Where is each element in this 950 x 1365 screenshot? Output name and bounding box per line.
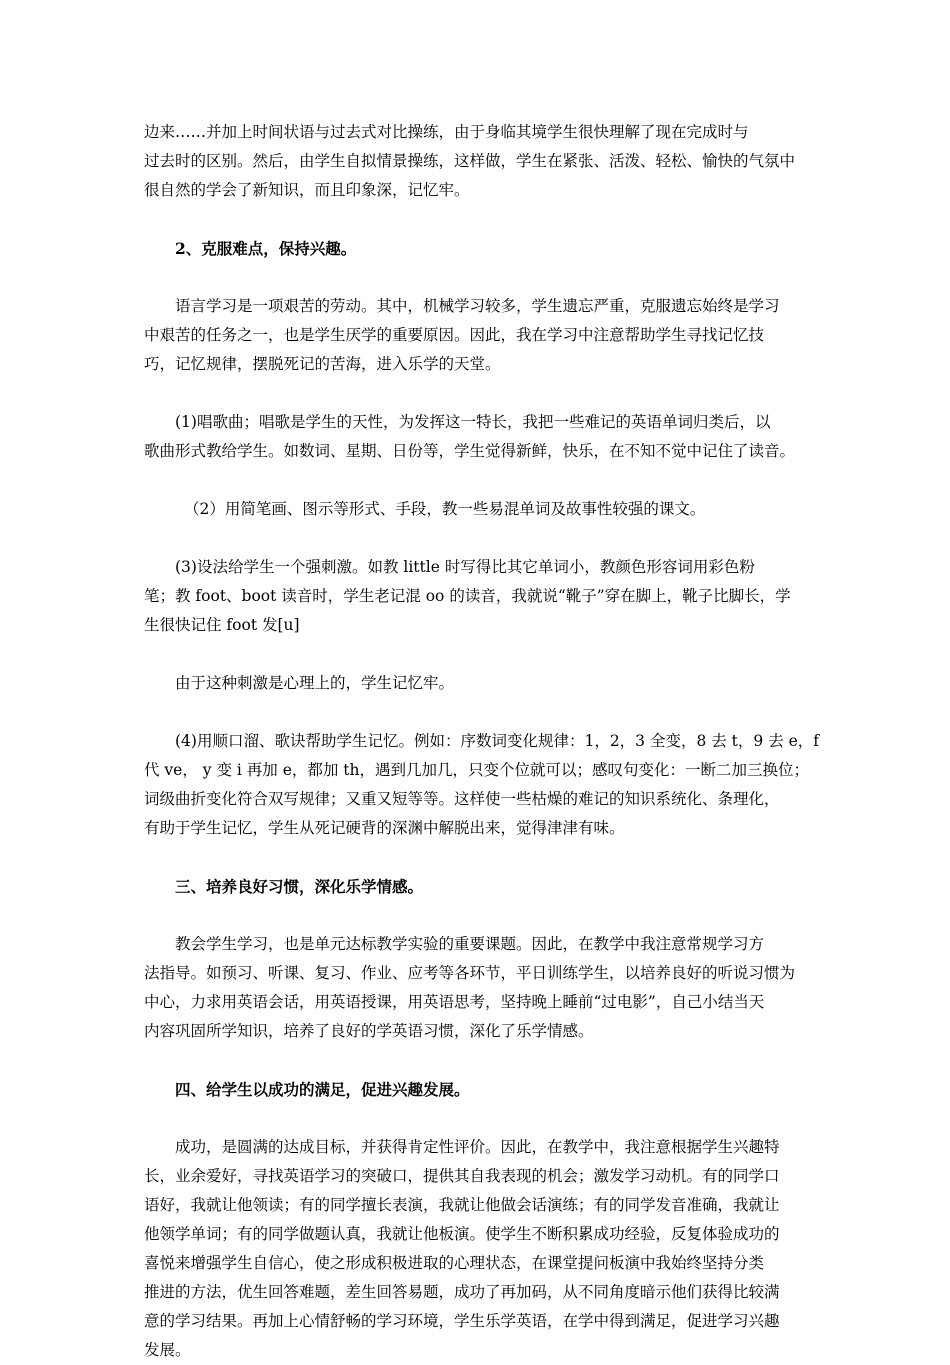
text-line: 喜悦来增强学生自信心，使之形成积极进取的心理状态，在课堂提问板演中我始终坚持分类 [144, 1254, 765, 1272]
text-line: (1)唱歌曲；唱歌是学生的天性，为发挥这一特长，我把一些难记的英语单词归类后，以 [175, 413, 771, 431]
text-line: (3)设法给学生一个强刺激。如教 little 时写得比其它单词小，教颜色形容词用彩色粉 [175, 558, 755, 576]
text-line: 法指导。如预习、听课、复习、作业、应考等各环节，平日训练学生，以培养良好的听说习惯为 [144, 964, 796, 982]
text-line: 过去时的区别。然后，由学生自拟情景操练，这样做，学生在紧张、活泼、轻松、愉快的气氛中 [144, 152, 796, 170]
text-line: 意的学习结果。再加上心情舒畅的学习环境，学生乐学英语，在学中得到满足，促进学习兴趣 [144, 1312, 780, 1330]
text-line: 发展。 [144, 1341, 191, 1359]
section-heading-2: 2、克服难点，保持兴趣。 [175, 239, 357, 258]
text-line: 内容巩固所学知识，培养了良好的学英语习惯，深化了乐学情感。 [144, 1022, 594, 1040]
paragraph-9 [144, 1133, 812, 1365]
text-line: 有助于学生记忆，学生从死记硬背的深渊中解脱出来，觉得津津有味。 [144, 819, 625, 837]
text-line: （2）用简笔画、图示等形式、手段，教一些易混单词及故事性较强的课文。 [184, 500, 706, 518]
section-heading-4: 四、给学生以成功的满足，促进兴趣发展。 [175, 1080, 470, 1099]
text-line: 由于这种刺激是心理上的，学生记忆牢。 [175, 674, 455, 692]
text-line: 中心，力求用英语会话，用英语授课，用英语思考，坚持晚上睡前“过电影”，自己小结当天 [144, 993, 765, 1011]
text-line: 推进的方法，优生回答难题，差生回答易题，成功了再加码，从不同角度暗示他们获得比较满 [144, 1283, 780, 1301]
text-line: 代 ve， y 变 i 再加 e，都加 th，遇到几加几，只变个位就可以；感叹句变化：一断二加三换位； [144, 761, 810, 779]
text-line: 笔；教 foot、boot 读音时，学生老记混 oo 的读音，我就说“靴子”穿在脚上，靴子比脚长，学 [144, 587, 791, 605]
text-line: 长，业余爱好，寻找英语学习的突破口，提供其自我表现的机会；激发学习动机。有的同学口 [144, 1167, 780, 1185]
text-line: 中艰苦的任务之一，也是学生厌学的重要原因。因此，我在学习中注意帮助学生寻找记忆技 [144, 326, 765, 344]
section-heading-3: 三、培养良好习惯，深化乐学情感。 [175, 877, 424, 896]
paragraph-5 [144, 553, 812, 640]
text-line: 他领学单词；有的同学做题认真，我就让他板演。使学生不断积累成功经验，反复体验成功的 [144, 1225, 780, 1243]
text-line: 生很快记住 foot 发[u] [144, 616, 300, 634]
text-line: (4)用顺口溜、歌诀帮助学生记忆。例如：序数词变化规律：1，2，3 全变，8 去 t，9 去 e，f [175, 732, 820, 750]
text-line: 很自然的学会了新知识，而且印象深，记忆牢。 [144, 181, 470, 199]
text-line: 词级曲折变化符合双写规律；又重又短等等。这样使一些枯燥的难记的知识系统化、条理化， [144, 790, 780, 808]
text-line: 边来……并加上时间状语与过去式对比操练，由于身临其境学生很快理解了现在完成时与 [144, 123, 749, 141]
paragraph-6 [144, 669, 812, 698]
text-line: 教会学生学习，也是单元达标教学实验的重要课题。因此，在教学中我注意常规学习方 [175, 935, 765, 953]
text-line: 语言学习是一项艰苦的劳动。其中，机械学习较多，学生遗忘严重，克服遗忘始终是学习 [175, 297, 780, 315]
paragraph-7 [144, 727, 820, 843]
paragraph-1 [144, 118, 812, 205]
document-body [144, 118, 820, 1365]
text-line: 成功，是圆满的达成目标，并获得肯定性评价。因此，在教学中，我注意根据学生兴趣特 [175, 1138, 780, 1156]
paragraph-4 [144, 495, 812, 524]
text-line: 巧，记忆规律，摆脱死记的苦海，进入乐学的天堂。 [144, 355, 501, 373]
paragraph-8 [144, 930, 812, 1046]
text-line: 语好，我就让他领读；有的同学擅长表演，我就让他做会话演练；有的同学发音准确，我就让 [144, 1196, 780, 1214]
paragraph-2 [144, 292, 812, 379]
paragraph-3 [144, 408, 812, 466]
text-line: 歌曲形式教给学生。如数词、星期、日份等，学生觉得新鲜，快乐，在不知不觉中记住了读音。 [144, 442, 796, 460]
